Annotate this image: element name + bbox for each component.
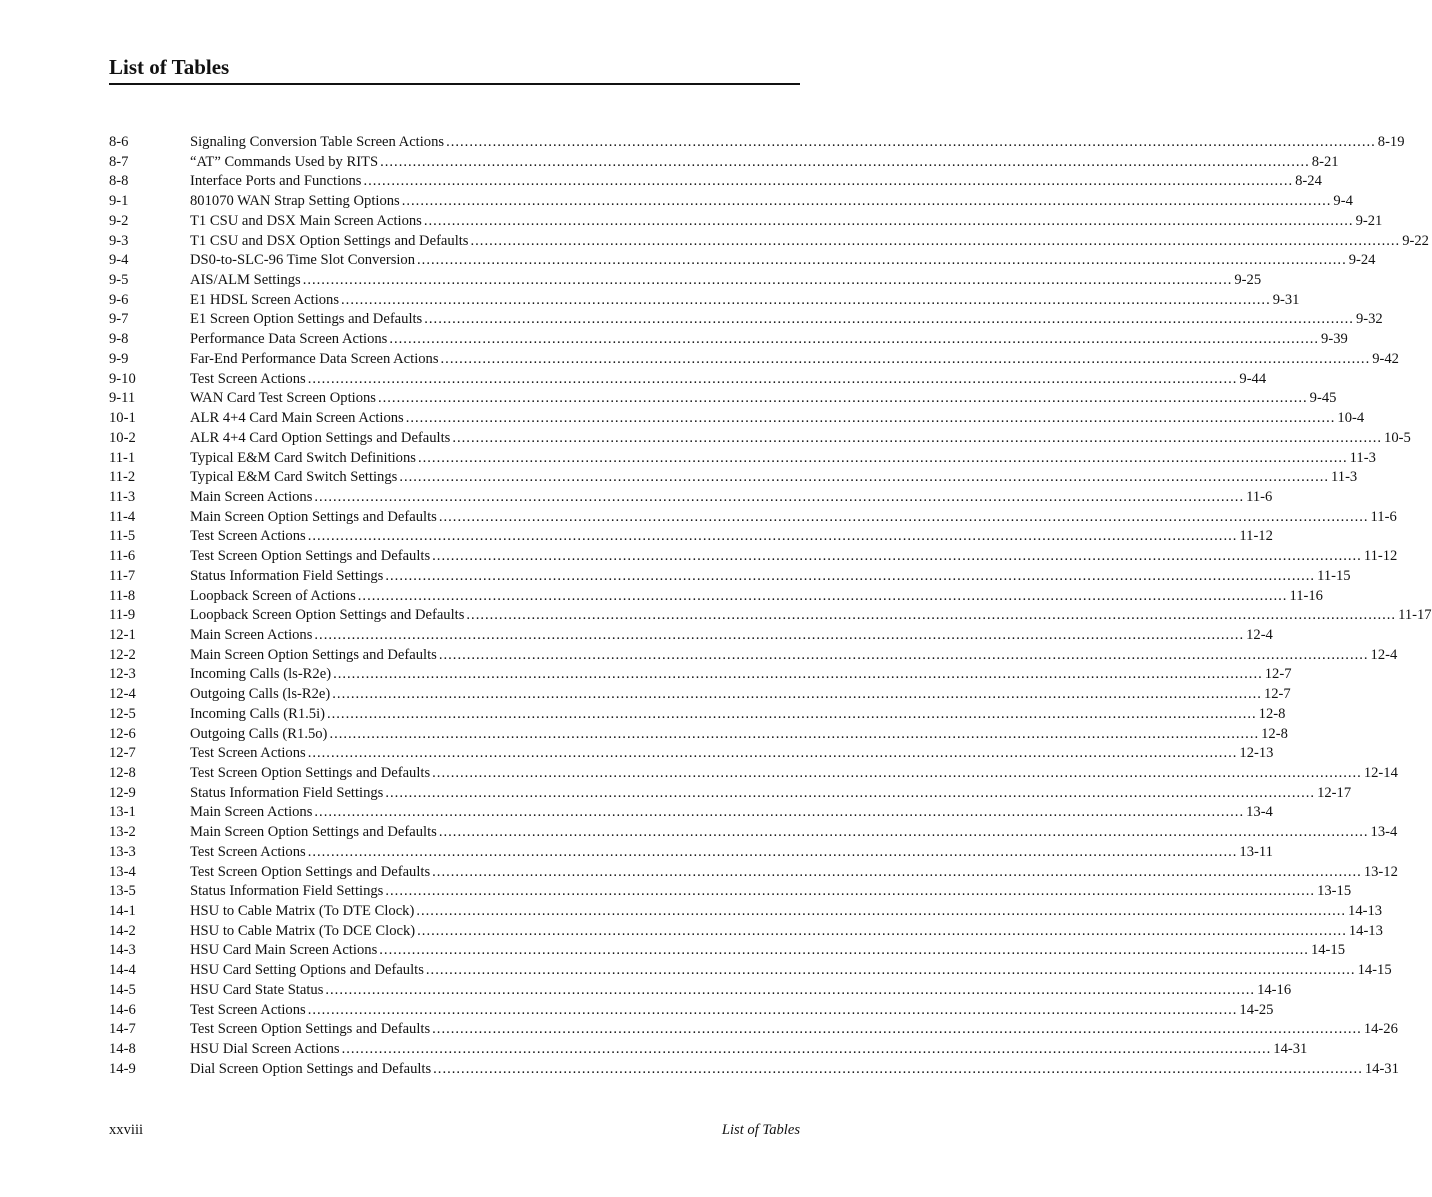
- dot-leader: [471, 232, 1401, 252]
- toc-entry[interactable]: [109, 882, 1352, 902]
- page-reference: 8-24: [1295, 173, 1322, 190]
- toc-entry[interactable]: [109, 508, 1397, 528]
- toc-entry[interactable]: [109, 330, 1348, 350]
- table-title: Test Screen Actions: [190, 528, 306, 545]
- table-number: 11-9: [109, 607, 136, 624]
- page-reference: 8-19: [1377, 134, 1405, 150]
- page-reference: 14-25: [1239, 1001, 1274, 1018]
- table-number: 11-3: [109, 488, 136, 505]
- table-title: Performance Data Screen Actions: [190, 331, 388, 348]
- toc-entry[interactable]: [109, 409, 1365, 429]
- page-reference: 14-13: [1348, 903, 1383, 920]
- table-title: DS0-to-SLC-96 Time Slot Conversion: [190, 252, 416, 269]
- dot-leader: [402, 192, 1332, 212]
- table-number: 14-6: [109, 1001, 136, 1018]
- table-number: 14-5: [109, 981, 136, 998]
- dot-leader: [379, 941, 1309, 961]
- table-number: 8-7: [109, 153, 129, 170]
- dot-leader: [439, 823, 1369, 843]
- table-number: 14-7: [109, 1021, 136, 1038]
- table-number: 11-4: [109, 508, 136, 525]
- dot-leader: [424, 212, 1354, 232]
- page-reference: 13-12: [1363, 863, 1398, 880]
- table-title: Test Screen Actions: [190, 1001, 306, 1018]
- toc-entry[interactable]: [109, 863, 1398, 883]
- page-reference: 9-31: [1272, 291, 1300, 308]
- page-reference: 11-6: [1246, 488, 1273, 505]
- page-reference: 11-15: [1317, 567, 1351, 584]
- dot-leader: [378, 389, 1308, 409]
- table-number: 11-6: [109, 548, 136, 565]
- table-title: E1 HDSL Screen Actions: [190, 291, 340, 308]
- page-reference: 14-31: [1364, 1060, 1399, 1077]
- table-title: HSU Dial Screen Actions: [190, 1041, 340, 1058]
- table-title: Test Screen Option Settings and Defaults: [190, 863, 431, 880]
- toc-entry[interactable]: [109, 843, 1273, 863]
- table-number: 8-6: [109, 134, 129, 150]
- page-reference: 12-17: [1317, 784, 1352, 801]
- toc-entry[interactable]: [109, 646, 1398, 666]
- dot-leader: [439, 646, 1369, 666]
- table-title: Main Screen Option Settings and Defaults: [190, 508, 437, 525]
- dot-leader: [314, 803, 1244, 823]
- table-number: 8-8: [109, 173, 129, 190]
- dot-leader: [424, 310, 1354, 330]
- table-number: 11-2: [109, 469, 136, 486]
- table-title: Typical E&M Card Switch Settings: [190, 469, 398, 486]
- toc-entry[interactable]: [109, 271, 1262, 291]
- table-number: 12-5: [109, 705, 136, 722]
- table-title: 801070 WAN Strap Setting Options: [190, 193, 400, 210]
- dot-leader: [432, 547, 1362, 567]
- toc-entry[interactable]: [109, 370, 1267, 390]
- table-number: 9-10: [109, 370, 136, 387]
- toc-entry[interactable]: [109, 1020, 1398, 1040]
- dot-leader: [466, 606, 1396, 626]
- table-title: T1 CSU and DSX Option Settings and Defaults: [190, 232, 469, 249]
- dot-leader: [308, 843, 1238, 863]
- table-number: 9-8: [109, 331, 129, 348]
- dot-leader: [332, 685, 1262, 705]
- table-number: 9-6: [109, 291, 129, 308]
- toc-entry[interactable]: [109, 212, 1383, 232]
- table-title: Test Screen Actions: [190, 370, 306, 387]
- dot-leader: [308, 370, 1238, 390]
- page-reference: 9-21: [1355, 212, 1383, 229]
- page-reference: 9-42: [1372, 350, 1399, 367]
- table-title: “AT” Commands Used by RITS: [190, 153, 379, 170]
- page-reference: 9-45: [1309, 390, 1337, 407]
- table-number: 12-7: [109, 745, 136, 762]
- table-title: Typical E&M Card Switch Definitions: [190, 449, 416, 466]
- dot-leader: [452, 429, 1382, 449]
- page-reference: 12-13: [1239, 745, 1274, 762]
- page-reference: 14-15: [1310, 942, 1346, 959]
- table-number: 9-4: [109, 252, 129, 269]
- table-number: 9-2: [109, 212, 129, 229]
- table-number: 9-3: [109, 232, 129, 249]
- table-title: Test Screen Actions: [190, 745, 306, 762]
- dot-leader: [380, 153, 1310, 173]
- dot-leader: [432, 863, 1362, 883]
- dot-leader: [389, 330, 1319, 350]
- table-title: HSU to Cable Matrix (To DTE Clock): [190, 903, 415, 920]
- page-reference: 13-15: [1317, 883, 1352, 900]
- dot-leader: [342, 1040, 1272, 1060]
- toc-entry[interactable]: [109, 449, 1376, 469]
- dot-leader: [399, 468, 1329, 488]
- dot-leader: [308, 527, 1238, 547]
- toc-entry[interactable]: [109, 172, 1322, 192]
- dot-leader: [432, 764, 1362, 784]
- table-number: 9-5: [109, 272, 129, 289]
- page-reference: 11-16: [1289, 587, 1323, 604]
- table-title: HSU Card Setting Options and Defaults: [190, 962, 424, 979]
- toc-entry[interactable]: [109, 725, 1288, 745]
- dot-leader: [314, 626, 1244, 646]
- page-reference: 11-6: [1370, 508, 1397, 525]
- page-reference: 14-16: [1257, 981, 1292, 998]
- dot-leader: [417, 251, 1347, 271]
- dot-leader: [418, 449, 1348, 469]
- toc-entry[interactable]: [109, 784, 1352, 804]
- table-title: HSU Card Main Screen Actions: [190, 942, 378, 959]
- table-number: 12-1: [109, 626, 136, 643]
- table-number: 12-3: [109, 666, 136, 683]
- page-reference: 10-4: [1337, 410, 1365, 427]
- table-title: Status Information Field Settings: [190, 883, 384, 900]
- dot-leader: [446, 133, 1376, 153]
- table-number: 13-4: [109, 863, 136, 880]
- dot-leader: [432, 1020, 1362, 1040]
- toc-entry[interactable]: [109, 192, 1353, 212]
- table-title: Test Screen Option Settings and Defaults: [190, 1021, 431, 1038]
- toc-entry[interactable]: [109, 527, 1273, 547]
- page-reference: 14-13: [1348, 922, 1383, 939]
- page-reference: 11-17: [1398, 607, 1432, 624]
- table-number: 11-5: [109, 528, 136, 545]
- toc-entry[interactable]: [109, 350, 1399, 370]
- table-number: 12-6: [109, 725, 136, 742]
- dot-leader: [439, 508, 1369, 528]
- table-title: Test Screen Option Settings and Defaults: [190, 765, 431, 781]
- table-number: 10-2: [109, 429, 136, 446]
- toc-entry[interactable]: [109, 705, 1286, 725]
- dot-leader: [308, 744, 1238, 764]
- toc-entry[interactable]: [109, 232, 1429, 252]
- dot-leader: [341, 291, 1271, 311]
- dot-leader: [441, 350, 1371, 370]
- toc-entry[interactable]: [109, 251, 1376, 271]
- table-title: Main Screen Option Settings and Defaults: [190, 646, 437, 663]
- table-title: Dial Screen Option Settings and Defaults: [190, 1060, 432, 1077]
- table-number: 9-11: [109, 390, 136, 407]
- table-number: 13-1: [109, 804, 136, 821]
- page-reference: 12-14: [1363, 765, 1398, 781]
- table-title: AIS/ALM Settings: [190, 272, 301, 289]
- table-list: [109, 133, 1432, 1080]
- table-title: Test Screen Option Settings and Defaults: [190, 548, 431, 565]
- page-reference: 13-4: [1246, 804, 1273, 821]
- table-number: 11-8: [109, 587, 136, 604]
- table-number: 12-9: [109, 784, 136, 801]
- toc-entry[interactable]: [109, 153, 1339, 173]
- table-title: Main Screen Actions: [190, 626, 313, 643]
- page-reference: 9-24: [1348, 252, 1376, 269]
- toc-entry[interactable]: [109, 429, 1411, 449]
- dot-leader: [327, 705, 1257, 725]
- toc-entry[interactable]: [109, 1060, 1399, 1080]
- page-reference: 12-7: [1263, 686, 1291, 703]
- page-reference: 12-4: [1246, 626, 1273, 643]
- dot-leader: [308, 1001, 1238, 1021]
- table-title: Outgoing Calls (ls-R2e): [190, 686, 331, 703]
- table-title: Loopback Screen of Actions: [190, 587, 356, 604]
- table-title: Far-End Performance Data Screen Actions: [190, 350, 439, 367]
- dot-leader: [426, 961, 1356, 981]
- page-reference: 11-3: [1331, 469, 1358, 486]
- dot-leader: [417, 922, 1347, 942]
- toc-entry[interactable]: [109, 922, 1383, 942]
- page-reference: 11-12: [1239, 528, 1273, 545]
- toc-entry[interactable]: [109, 547, 1398, 567]
- table-number: 11-7: [109, 567, 136, 584]
- toc-entry[interactable]: [109, 823, 1398, 843]
- table-title: Outgoing Calls (R1.5o): [190, 725, 328, 742]
- page-reference: 12-4: [1370, 646, 1398, 663]
- dot-leader: [358, 587, 1288, 607]
- page-reference: 14-26: [1363, 1021, 1398, 1038]
- table-number: 10-1: [109, 410, 136, 427]
- toc-entry[interactable]: [109, 310, 1383, 330]
- table-title: Interface Ports and Functions: [190, 173, 362, 190]
- table-number: 12-4: [109, 686, 136, 703]
- dot-leader: [314, 488, 1244, 508]
- toc-entry[interactable]: [109, 606, 1432, 626]
- dot-leader: [333, 665, 1263, 685]
- dot-leader: [325, 981, 1255, 1001]
- table-title: Incoming Calls (R1.5i): [190, 705, 325, 722]
- table-number: 14-2: [109, 922, 136, 939]
- toc-entry[interactable]: [109, 665, 1292, 685]
- page-reference: 12-7: [1264, 666, 1292, 683]
- table-number: 14-9: [109, 1060, 136, 1077]
- table-number: 14-1: [109, 903, 136, 920]
- dot-leader: [406, 409, 1336, 429]
- toc-entry[interactable]: [109, 685, 1291, 705]
- toc-entry[interactable]: [109, 764, 1398, 784]
- table-title: HSU Card State Status: [190, 981, 324, 998]
- page-reference: 9-32: [1355, 311, 1383, 328]
- table-number: 9-9: [109, 350, 129, 367]
- toc-entry[interactable]: [109, 902, 1383, 922]
- table-number: 14-8: [109, 1041, 136, 1058]
- page-reference: 11-3: [1349, 449, 1376, 466]
- table-number: 9-7: [109, 311, 129, 328]
- toc-entry[interactable]: [109, 961, 1392, 981]
- page-reference: 9-39: [1321, 331, 1348, 348]
- table-title: Main Screen Option Settings and Defaults: [190, 824, 437, 841]
- toc-entry[interactable]: [109, 488, 1273, 508]
- page-reference: 14-31: [1273, 1041, 1308, 1058]
- table-title: ALR 4+4 Card Option Settings and Defaults: [190, 429, 451, 446]
- page-reference: 14-15: [1357, 962, 1392, 979]
- table-number: 11-1: [109, 449, 136, 466]
- title-rule: [109, 83, 800, 85]
- table-number: 13-3: [109, 843, 136, 860]
- table-number: 13-5: [109, 883, 136, 900]
- dot-leader: [433, 1060, 1363, 1080]
- footer-page-number: xxviii: [109, 1122, 144, 1138]
- toc-entry[interactable]: [109, 468, 1358, 488]
- dot-leader: [303, 271, 1233, 291]
- table-title: WAN Card Test Screen Options: [190, 390, 376, 407]
- page-reference: 9-44: [1239, 370, 1267, 387]
- table-title: E1 Screen Option Settings and Defaults: [190, 311, 423, 328]
- toc-entry[interactable]: [109, 803, 1273, 823]
- toc-entry[interactable]: [109, 1001, 1274, 1021]
- page-reference: 12-8: [1258, 705, 1286, 722]
- dot-leader: [363, 172, 1293, 192]
- page-reference: 13-4: [1370, 824, 1398, 841]
- toc-entry[interactable]: [109, 133, 1405, 153]
- dot-leader: [385, 784, 1315, 804]
- page-reference: 9-22: [1402, 232, 1429, 249]
- table-number: 12-2: [109, 646, 136, 663]
- dot-leader: [329, 725, 1259, 745]
- page-title: List of Tables: [109, 55, 230, 79]
- page-reference: 13-11: [1239, 843, 1273, 860]
- dot-leader: [416, 902, 1346, 922]
- page-reference: 10-5: [1384, 429, 1411, 446]
- dot-leader: [385, 882, 1315, 902]
- table-title: HSU to Cable Matrix (To DCE Clock): [190, 922, 416, 939]
- page-reference: 9-4: [1333, 193, 1353, 210]
- dot-leader: [385, 567, 1315, 587]
- table-title: Test Screen Actions: [190, 843, 306, 860]
- table-title: Loopback Screen Option Settings and Defaults: [190, 607, 465, 624]
- toc-entry[interactable]: [109, 626, 1273, 646]
- page-reference: 11-12: [1363, 548, 1398, 565]
- table-title: Status Information Field Settings: [190, 784, 384, 801]
- toc-entry[interactable]: [109, 291, 1300, 311]
- toc-entry[interactable]: [109, 744, 1274, 764]
- page-reference: 9-25: [1234, 272, 1262, 289]
- toc-entry[interactable]: [109, 587, 1323, 607]
- table-number: 9-1: [109, 193, 129, 210]
- table-number: 14-4: [109, 962, 136, 979]
- table-title: Main Screen Actions: [190, 804, 313, 821]
- toc-entry[interactable]: [109, 941, 1346, 961]
- toc-entry[interactable]: [109, 981, 1292, 1001]
- table-number: 14-3: [109, 942, 136, 959]
- toc-entry[interactable]: [109, 567, 1351, 587]
- page-reference: 12-8: [1261, 725, 1288, 742]
- table-title: Incoming Calls (ls-R2e): [190, 666, 332, 683]
- page-reference: 8-21: [1311, 153, 1339, 170]
- toc-entry[interactable]: [109, 389, 1337, 409]
- table-title: Main Screen Actions: [190, 488, 313, 505]
- table-title: Signaling Conversion Table Screen Actions: [190, 134, 445, 150]
- table-number: 13-2: [109, 824, 136, 841]
- table-title: Status Information Field Settings: [190, 567, 384, 584]
- table-title: T1 CSU and DSX Main Screen Actions: [190, 212, 422, 229]
- table-title: ALR 4+4 Card Main Screen Actions: [190, 410, 404, 427]
- toc-entry[interactable]: [109, 1040, 1308, 1060]
- footer-section-title: List of Tables: [721, 1122, 800, 1138]
- table-number: 12-8: [109, 765, 136, 781]
